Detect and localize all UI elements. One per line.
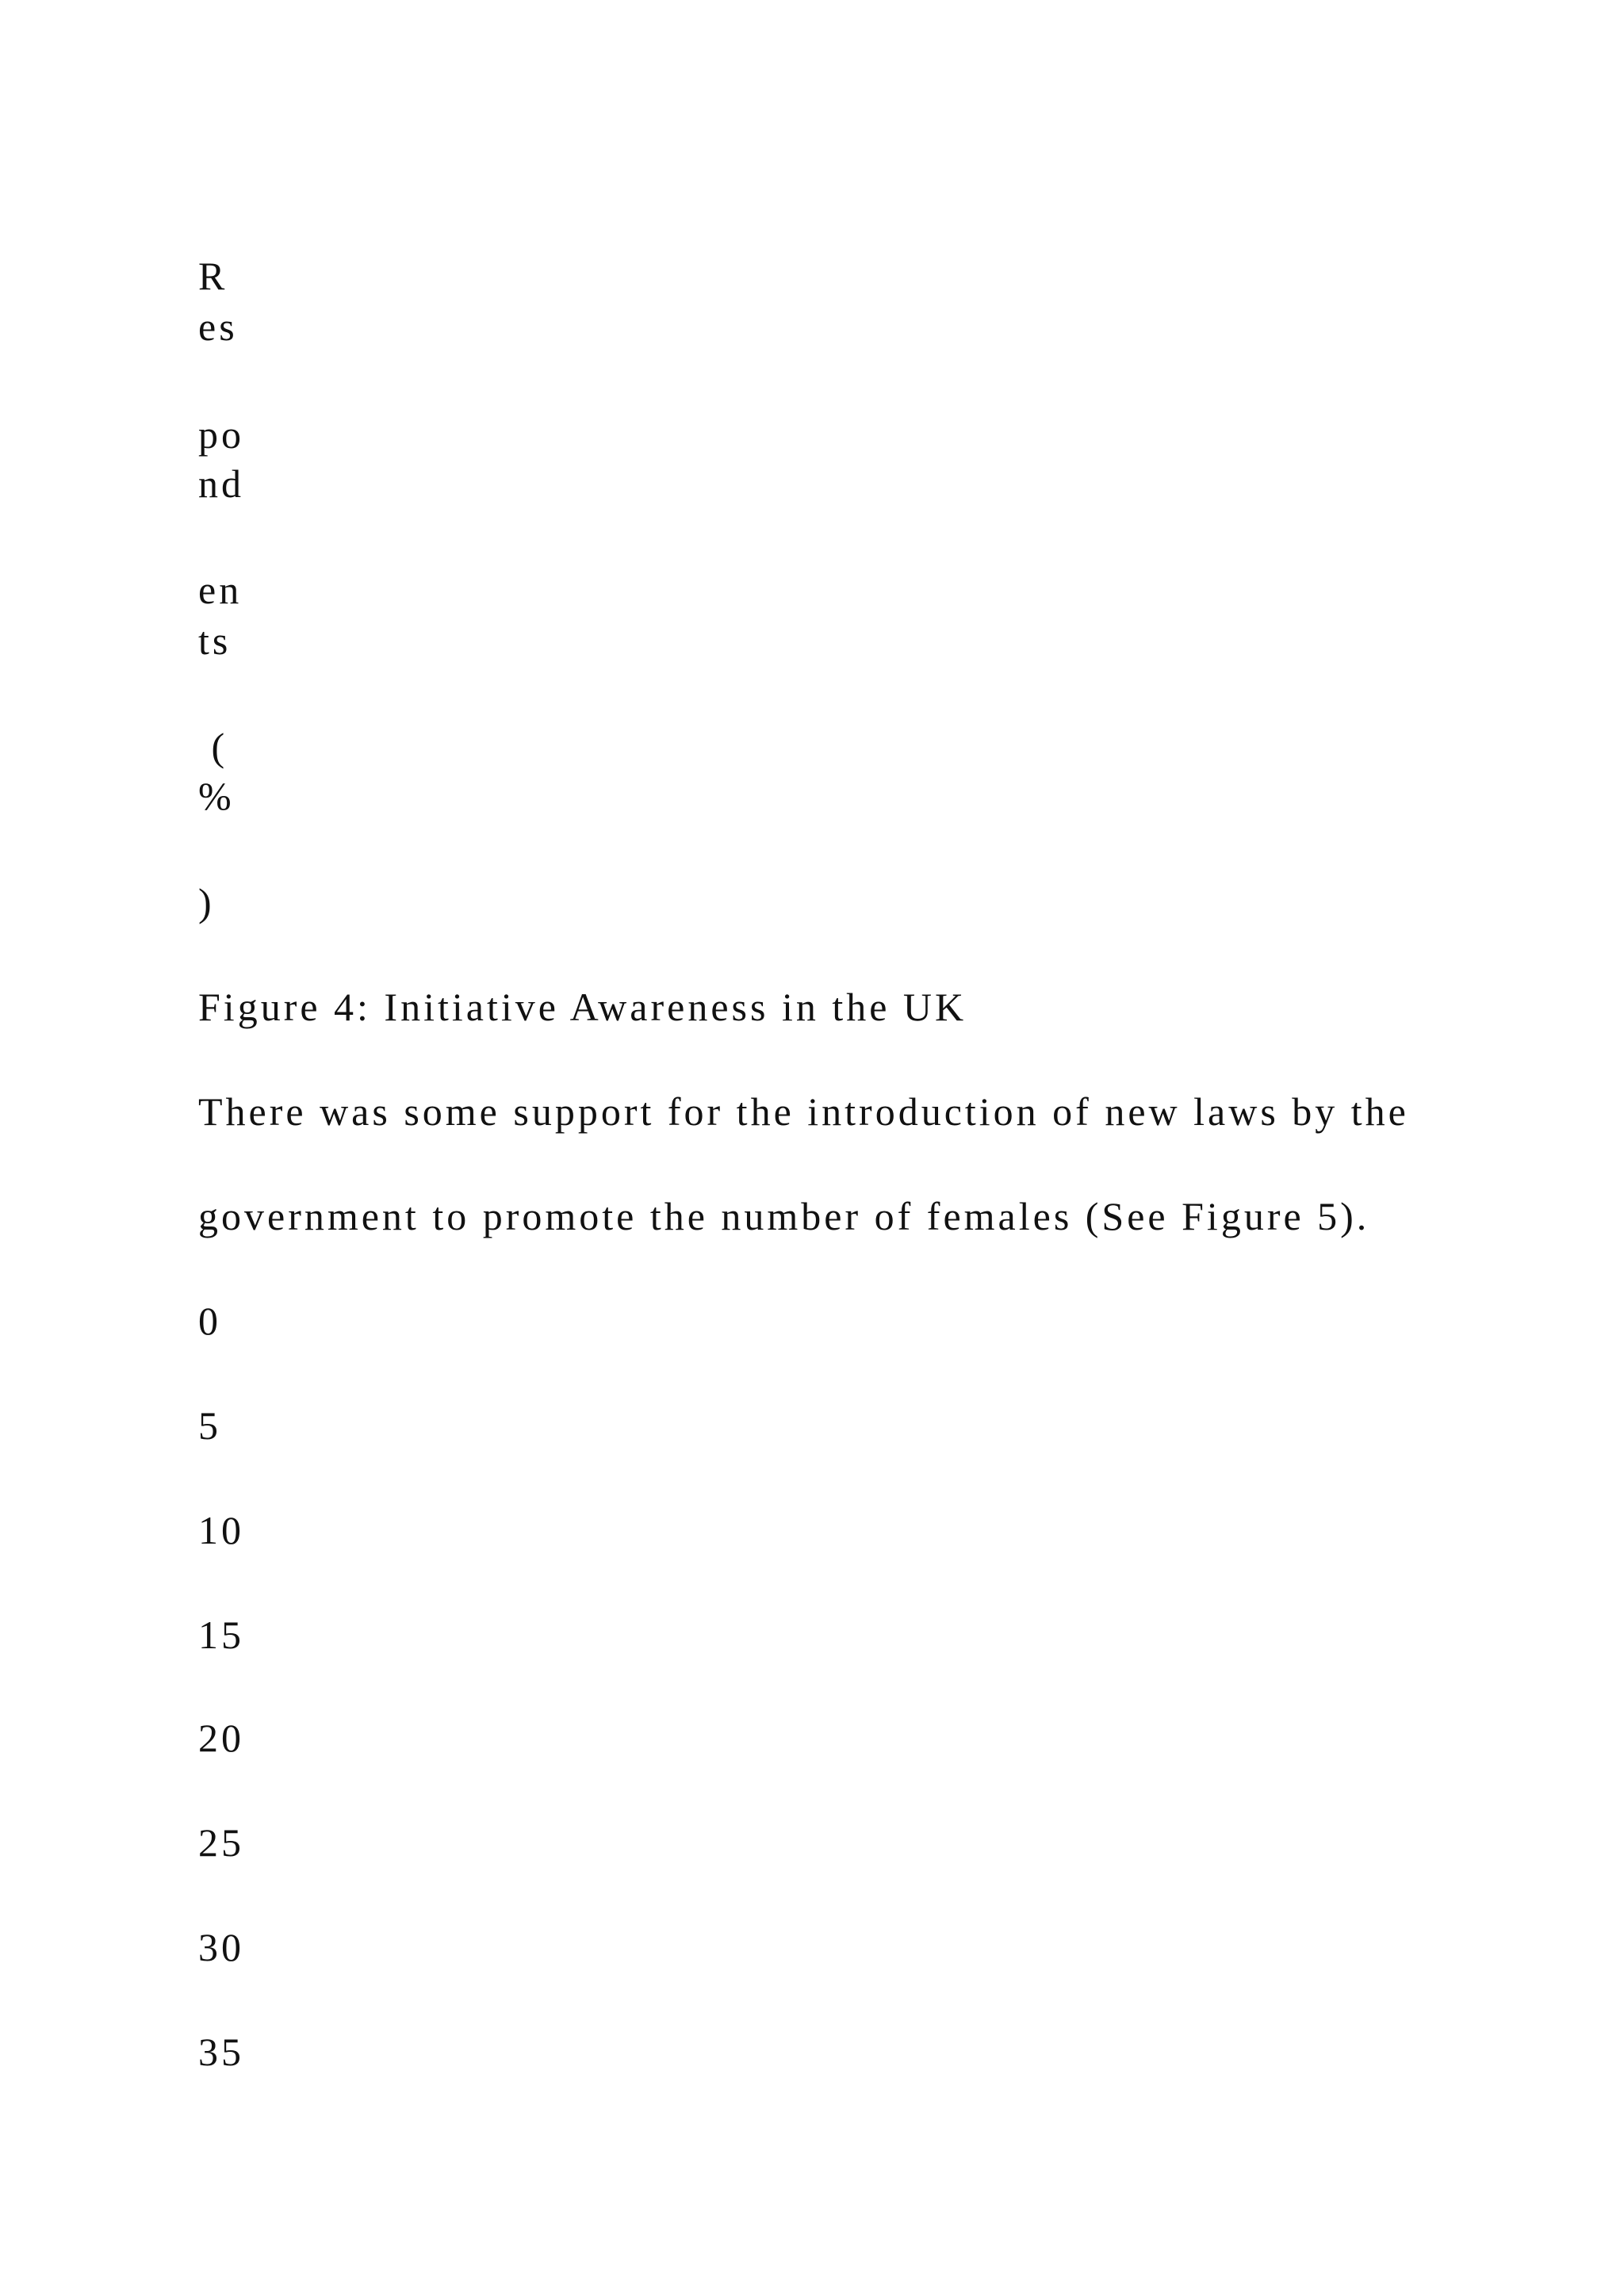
tick-label: 25 — [198, 1820, 244, 1865]
axis-label-fragment: ts — [198, 618, 232, 663]
tick-label: 0 — [198, 1299, 221, 1343]
tick-label: 30 — [198, 1925, 244, 1969]
axis-label-fragment: R — [198, 254, 228, 298]
figure-caption: Figure 4: Initiative Awareness in the UK — [198, 985, 967, 1029]
paragraph-line: There was some support for the introduction of new laws by the — [198, 1089, 1409, 1134]
tick-label: 10 — [198, 1508, 244, 1552]
axis-label-fragment: es — [198, 304, 238, 349]
axis-label-fragment: nd — [198, 461, 244, 506]
axis-label-fragment: ) — [198, 880, 215, 924]
axis-label-fragment: % — [198, 774, 235, 818]
tick-label: 15 — [198, 1613, 244, 1657]
axis-label-fragment: en — [198, 568, 243, 612]
axis-label-fragment: ( — [198, 725, 228, 769]
tick-label: 20 — [198, 1716, 244, 1760]
tick-label: 5 — [198, 1403, 221, 1448]
axis-label-fragment: po — [198, 412, 244, 457]
paragraph-line: government to promote the number of females (See Figure 5). — [198, 1194, 1370, 1238]
tick-label: 35 — [198, 2030, 244, 2074]
